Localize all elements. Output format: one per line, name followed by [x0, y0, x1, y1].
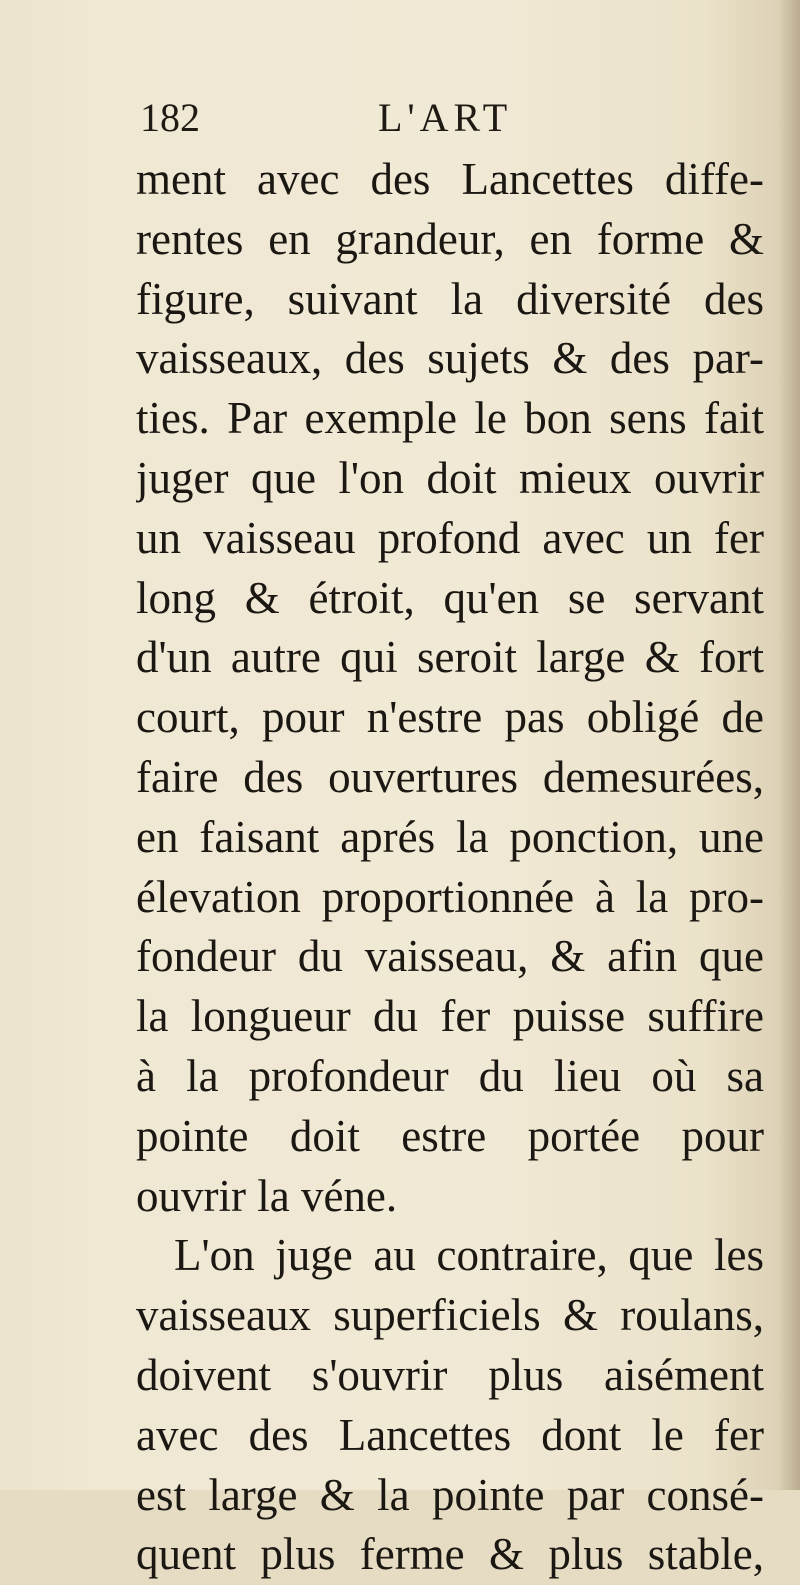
text-line: avec des Lancettes dont le fer: [136, 1409, 764, 1460]
text-line: ment avec des Lancettes diffe-: [136, 154, 764, 204]
page-number: 182: [140, 95, 200, 140]
text-line: est large & la pointe par consé-: [136, 1469, 764, 1520]
text-line: juger que l'on doit mieux ouvrir: [136, 452, 764, 503]
text-line: fondeur du vaisseau, & afin que: [136, 931, 764, 982]
text-line: à la profondeur du lieu où sa: [136, 1050, 764, 1101]
text-line: d'un autre qui seroit large & fort: [136, 632, 764, 683]
text-line: faire des ouvertures demesurées,: [136, 751, 764, 802]
text-line: doivent s'ouvrir plus aisément: [136, 1349, 764, 1400]
text-line: pointe doit estre portée pour: [136, 1110, 764, 1161]
body-text: [136, 150, 764, 1585]
text-line: un vaisseau profond avec un fer: [136, 512, 764, 563]
text-line: vaisseaux, des sujets & des par-: [136, 333, 764, 384]
text-line: la longueur du fer puisse suffire: [136, 991, 764, 1042]
text-line: L'on juge au contraire, que les: [174, 1230, 764, 1281]
text-line: figure, suivant la diversité des: [136, 273, 764, 324]
text-line: quent plus ferme & plus stable,: [136, 1529, 764, 1580]
text-line: rentes en grandeur, en forme &: [136, 213, 764, 264]
text-line: élevation proportionnée à la pro-: [136, 871, 764, 922]
text-line: long & étroit, qu'en se servant: [136, 572, 764, 623]
text-line: ouvrir la véne.: [136, 1170, 398, 1221]
text-line: en faisant aprés la ponction, une: [136, 811, 764, 862]
page-edge-shadow: [778, 0, 800, 1490]
page-header: [140, 88, 660, 148]
text-line: court, pour n'estre pas obligé de: [136, 692, 764, 743]
text-line: vaisseaux superficiels & roulans,: [136, 1290, 764, 1341]
text-line: ties. Par exemple le bon sens fait: [136, 393, 764, 444]
running-head: L'ART: [378, 95, 513, 140]
